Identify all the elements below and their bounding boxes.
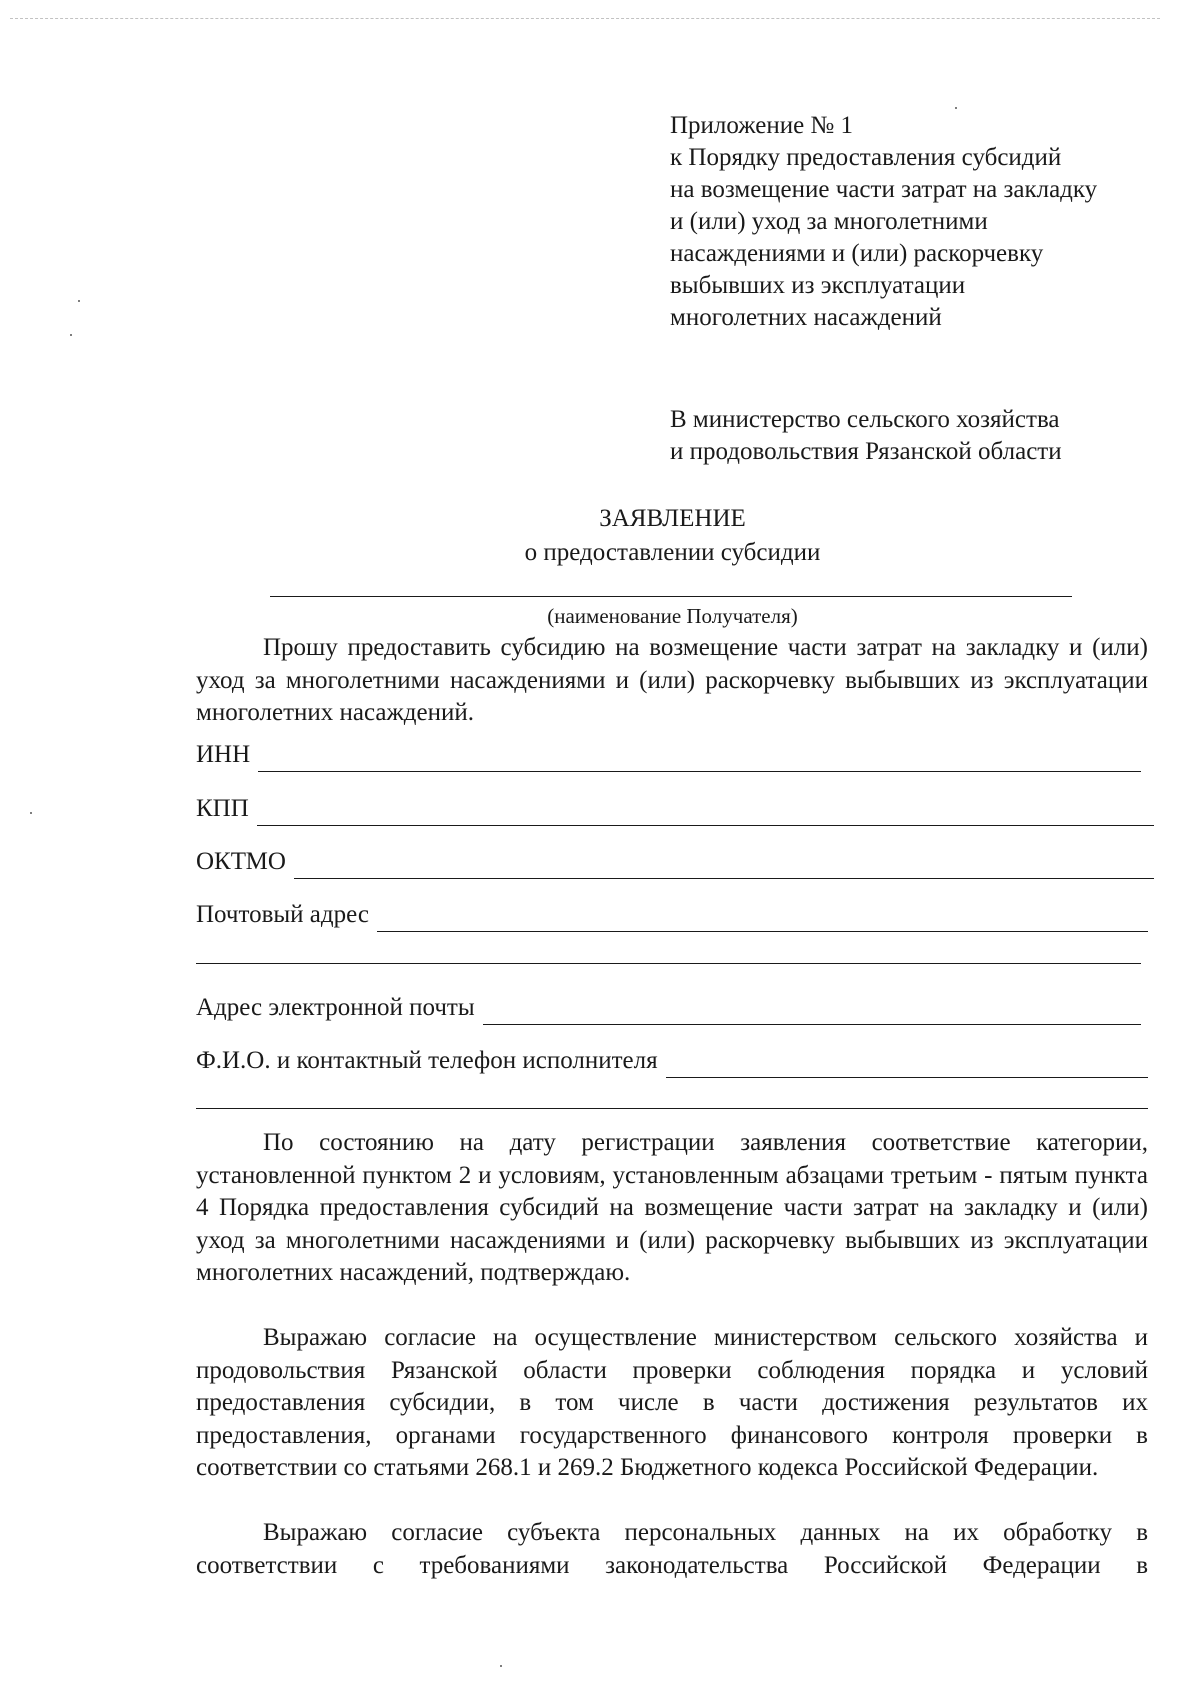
scan-speck: [500, 1665, 502, 1667]
recipient-name-caption: (наименование Получателя): [547, 604, 798, 628]
postal-address-continuation-line[interactable]: [196, 963, 1141, 964]
kpp-field-row: [196, 792, 1154, 826]
email-input-line[interactable]: [483, 998, 1141, 1025]
annex-line: к Порядку предоставления субсидий: [670, 144, 1062, 171]
oktmo-field-row: [196, 845, 1154, 879]
oktmo-label: ОКТМО: [196, 848, 286, 875]
inspection-consent-paragraph: Выражаю согласие на осуществление министерством сельского хозяйства и продовольствия Рязанской области проверки соблюдения порядка и условий предоставления субсидии, в том числе в части достижения результатов их предоставления, органами государственного финансового контроля проверки в соответствии со статьями 268.1 и 269.2 Бюджетного кодекса Российской Федерации.: [196, 1324, 1148, 1481]
kpp-input-line[interactable]: [257, 799, 1154, 826]
scan-edge-artifact: [10, 18, 1160, 19]
contact-input-line[interactable]: [666, 1051, 1148, 1078]
inn-input-line[interactable]: [258, 745, 1141, 772]
scan-speck: [955, 107, 957, 109]
postal-address-label: Почтовый адрес: [196, 901, 369, 928]
annex-line: и (или) уход за многолетними: [670, 208, 988, 235]
inn-label: ИНН: [196, 741, 251, 768]
inn-field-row: [196, 738, 1141, 772]
email-field-row: [196, 991, 1141, 1025]
addressee-line: В министерство сельского хозяйства: [670, 406, 1060, 433]
email-label: Адрес электронной почты: [196, 994, 475, 1021]
document-subtitle: о предоставлении субсидии: [524, 539, 821, 566]
scan-speck: [70, 334, 72, 336]
kpp-label: КПП: [196, 795, 249, 822]
personal-data-consent-paragraph: Выражаю согласие субъекта персональных данных на их обработку в соответствии с требованиями законодательства Российской Федерации в: [196, 1519, 1148, 1579]
scan-speck: [30, 812, 32, 814]
scan-speck: [78, 300, 80, 302]
recipient-name-field[interactable]: [270, 596, 1072, 597]
document-title: ЗАЯВЛЕНИЕ: [599, 505, 746, 532]
addressee-line: и продовольствия Рязанской области: [670, 438, 1062, 465]
request-paragraph: Прошу предоставить субсидию на возмещение части затрат на закладку и (или) уход за многолетними насаждениями и (или) раскорчевку выбывших из эксплуатации многолетних насаждений.: [196, 634, 1148, 726]
confirmation-paragraph: По состоянию на дату регистрации заявления соответствие категории, установленной пунктом 2 и условиям, установленным абзацами третьим - пятым пункта 4 Порядка предоставления субсидий на возмещение части затрат на закладку и (или) уход за многолетними насаждениями и (или) раскорчевку выбывших из эксплуатации многолетних насаждений, подтверждаю.: [196, 1129, 1148, 1286]
oktmo-input-line[interactable]: [294, 852, 1154, 879]
annex-line: многолетних насаждений: [670, 304, 942, 331]
contact-continuation-line[interactable]: [196, 1108, 1148, 1109]
annex-header: [670, 110, 1097, 334]
annex-line: выбывших из эксплуатации: [670, 272, 966, 299]
contact-field-row: [196, 1044, 1148, 1078]
postal-address-input-line[interactable]: [377, 905, 1148, 932]
postal-address-field-row: [196, 898, 1148, 932]
contact-label: Ф.И.О. и контактный телефон исполнителя: [196, 1047, 658, 1074]
annex-line: насаждениями и (или) раскорчевку: [670, 240, 1044, 267]
addressee-block: [670, 404, 1062, 468]
annex-line: Приложение № 1: [670, 112, 854, 139]
annex-line: на возмещение части затрат на закладку: [670, 176, 1098, 203]
